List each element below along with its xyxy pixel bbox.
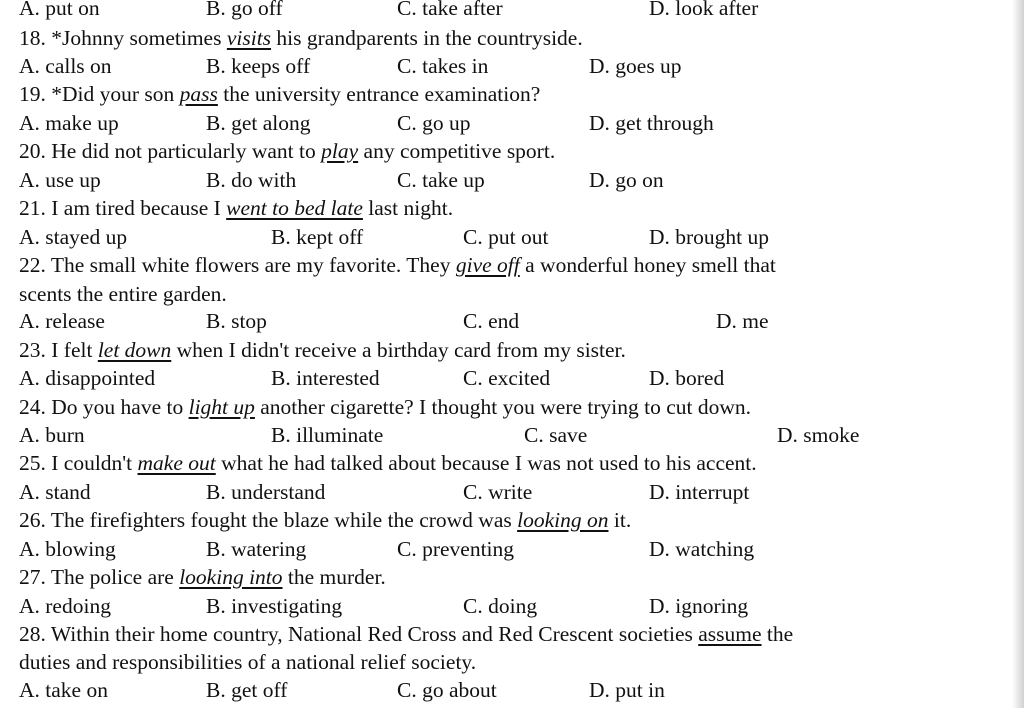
q27-option-a: A. redoing xyxy=(19,594,111,618)
q26-option-a: A. blowing xyxy=(19,537,116,561)
q23-option-a: A. disappointed xyxy=(19,366,156,390)
q17-option-c: C. take after xyxy=(397,0,503,20)
q26-target-word: looking on xyxy=(517,508,609,532)
q28-line2: duties and responsibilities of a national relief society. xyxy=(19,650,477,674)
q26-options xyxy=(19,535,1004,563)
q23-option-c: C. excited xyxy=(463,366,551,390)
q19-options xyxy=(19,109,1004,137)
q21-prefix: 21. I am tired because I xyxy=(19,196,227,220)
q23-options xyxy=(19,364,1004,392)
q22-prefix: 22. The small white flowers are my favorite. They xyxy=(19,253,456,277)
q27-target-word: looking into xyxy=(179,565,283,589)
q28-option-c: C. go about xyxy=(397,678,497,702)
q25-option-d: D. interrupt xyxy=(649,480,750,504)
q28-target-word: assume xyxy=(698,622,762,646)
q27-stem xyxy=(19,563,1004,591)
q18-target-word: visits xyxy=(226,26,272,50)
q19-prefix: 19. *Did your son xyxy=(19,82,180,106)
q28-option-d: D. put in xyxy=(589,678,665,702)
q26-prefix: 26. The firefighters fought the blaze while the crowd was xyxy=(19,508,518,532)
q26-stem xyxy=(19,506,1004,534)
q18-prefix: 18. *Johnny sometimes xyxy=(19,26,227,50)
q25-stem xyxy=(19,449,1004,477)
q20-options xyxy=(19,166,1004,194)
q27-prefix: 27. The police are xyxy=(19,565,180,589)
q24-prefix: 24. Do you have to xyxy=(19,395,189,419)
q24-option-b: B. illuminate xyxy=(271,423,384,447)
q27-suffix: the murder. xyxy=(282,565,386,589)
q25-option-c: C. write xyxy=(463,480,533,504)
q21-options xyxy=(19,223,1004,251)
q20-option-a: A. use up xyxy=(19,168,101,192)
q26-option-b: B. watering xyxy=(206,537,307,561)
q28-suffix: the xyxy=(761,622,794,646)
q28-option-b: B. get off xyxy=(206,678,288,702)
q19-target-word: pass xyxy=(179,82,218,106)
q22-target-word: give off xyxy=(455,253,520,277)
q26-option-d: D. watching xyxy=(649,537,755,561)
q17-options xyxy=(19,0,1004,22)
q24-option-a: A. burn xyxy=(19,423,85,447)
q20-target-word: play xyxy=(321,139,359,163)
q20-option-d: D. go on xyxy=(589,168,664,192)
q21-suffix: last night. xyxy=(362,196,454,220)
q22-suffix: a wonderful honey smell that xyxy=(519,253,776,277)
q18-option-a: A. calls on xyxy=(19,54,112,78)
q22-stem xyxy=(19,251,1004,279)
q18-option-d: D. goes up xyxy=(589,54,682,78)
q24-option-c: C. save xyxy=(524,423,588,447)
q22-stem-continued xyxy=(19,280,1004,308)
q18-stem xyxy=(19,24,1004,52)
q21-option-d: D. brought up xyxy=(649,225,770,249)
q18-option-b: B. keeps off xyxy=(206,54,311,78)
q27-option-d: D. ignoring xyxy=(649,594,749,618)
q21-option-c: C. put out xyxy=(463,225,549,249)
q17-option-b: B. go off xyxy=(206,0,283,20)
q21-option-b: B. kept off xyxy=(271,225,364,249)
q25-options xyxy=(19,478,1004,506)
q19-option-b: B. get along xyxy=(206,111,311,135)
q21-option-a: A. stayed up xyxy=(19,225,128,249)
q25-prefix: 25. I couldn't xyxy=(19,451,138,475)
q20-option-c: C. take up xyxy=(397,168,485,192)
q23-prefix: 23. I felt xyxy=(19,338,98,362)
page-edge-shadow xyxy=(1012,0,1024,708)
q19-option-c: C. go up xyxy=(397,111,471,135)
q19-suffix: the university entrance examination? xyxy=(217,82,541,106)
q24-target-word: light up xyxy=(188,395,255,419)
q28-prefix: 28. Within their home country, National Red Cross and Red Crescent societies xyxy=(19,622,699,646)
q21-target-word: went to bed late xyxy=(226,196,363,220)
q23-stem xyxy=(19,336,1004,364)
q22-line2: scents the entire garden. xyxy=(19,282,227,306)
q25-target-word: make out xyxy=(137,451,216,475)
q24-stem xyxy=(19,393,1004,421)
q28-stem xyxy=(19,620,1004,648)
q18-option-c: C. takes in xyxy=(397,54,489,78)
q25-option-a: A. stand xyxy=(19,480,91,504)
q22-options xyxy=(19,307,1004,335)
q21-stem xyxy=(19,194,1004,222)
q24-option-d: D. smoke xyxy=(777,423,860,447)
q17-option-d: D. look after xyxy=(649,0,759,20)
q28-options xyxy=(19,676,1004,704)
q23-suffix: when I didn't receive a birthday card from my sister. xyxy=(171,338,626,362)
q19-option-d: D. get through xyxy=(589,111,714,135)
q27-option-b: B. investigating xyxy=(206,594,343,618)
q23-option-b: B. interested xyxy=(271,366,380,390)
q23-target-word: let down xyxy=(97,338,172,362)
q22-option-d: D. me xyxy=(716,309,769,333)
q18-suffix: his grandparents in the countryside. xyxy=(271,26,583,50)
q26-option-c: C. preventing xyxy=(397,537,515,561)
q20-stem xyxy=(19,137,1004,165)
q18-options xyxy=(19,52,1004,80)
q19-option-a: A. make up xyxy=(19,111,119,135)
q22-option-a: A. release xyxy=(19,309,105,333)
q19-stem xyxy=(19,80,1004,108)
q28-option-a: A. take on xyxy=(19,678,108,702)
q17-option-a: A. put on xyxy=(19,0,100,20)
q20-suffix: any competitive sport. xyxy=(358,139,556,163)
q27-options xyxy=(19,592,1004,620)
q28-stem-continued xyxy=(19,648,1004,676)
q22-option-c: C. end xyxy=(463,309,520,333)
q24-suffix: another cigarette? I thought you were trying to cut down. xyxy=(254,395,752,419)
q25-option-b: B. understand xyxy=(206,480,326,504)
q24-options xyxy=(19,421,1004,449)
q20-prefix: 20. He did not particularly want to xyxy=(19,139,322,163)
q20-option-b: B. do with xyxy=(206,168,297,192)
q23-option-d: D. bored xyxy=(649,366,725,390)
q25-suffix: what he had talked about because I was not used to his accent. xyxy=(215,451,757,475)
q26-suffix: it. xyxy=(608,508,632,532)
q22-option-b: B. stop xyxy=(206,309,267,333)
q27-option-c: C. doing xyxy=(463,594,538,618)
